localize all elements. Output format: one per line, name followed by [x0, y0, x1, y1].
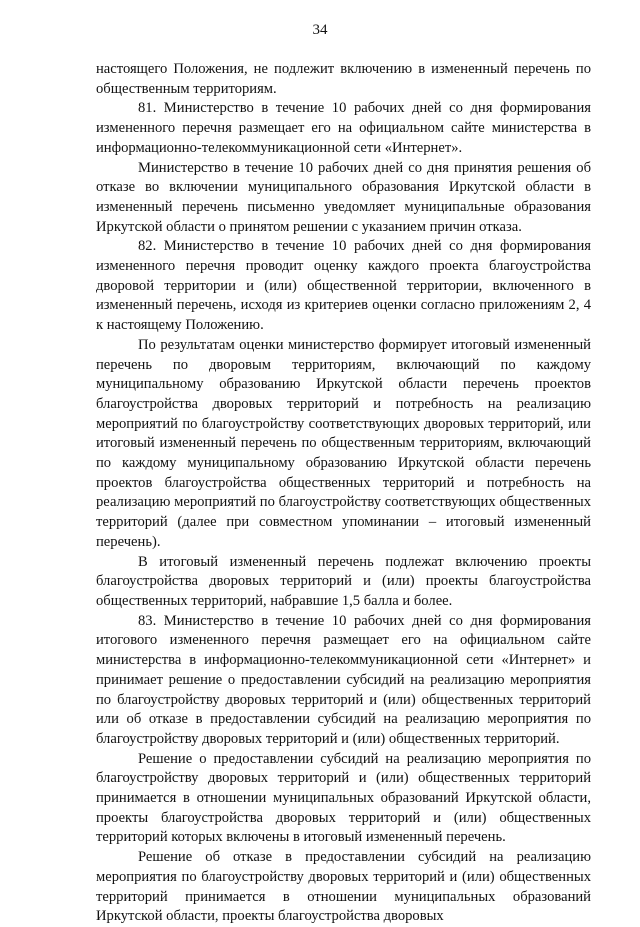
- paragraph-inclusion-threshold: В итоговый измененный перечень подлежат включению проекты благоустройства дворовых территорий и (или) проекты благоустройства общественных территорий, набравшие 1,5 балла и более.: [96, 553, 591, 609]
- paragraph-82: 82. Министерство в течение 10 рабочих дней со дня формирования измененного перечня проводит оценку каждого проекта благоустройства дворовой территории и (или) общественной территории, включенного в измененный перечень, исходя из критериев оценки согласно приложениям 2, 4 к настоящему Положению.: [96, 238, 591, 334]
- paragraph-81: 81. Министерство в течение 10 рабочих дней со дня формирования измененного перечня размещает его на официальном сайте министерства в информационно-телекоммуникационной сети «Интернет».: [96, 100, 591, 156]
- paragraph-refusal-decision: Решение об отказе в предоставлении субсидий на реализацию мероприятия по благоустройству дворовых территорий и (или) общественных территорий принимается в отношении муниципальных образований Иркутской области, проекты благоустройства дворовых: [96, 849, 591, 925]
- paragraph-refusal-notice: Министерство в течение 10 рабочих дней со дня принятия решения об отказе во включении муниципального образования Иркутской области в измененный перечень письменно уведомляет муниципальные образования Иркутской области о принятом решении с указанием причин отказа.: [96, 159, 591, 235]
- paragraph-continuation: настоящего Положения, не подлежит включению в измененный перечень по общественным территориям.: [96, 61, 591, 97]
- paragraph-83: 83. Министерство в течение 10 рабочих дней со дня формирования итогового измененного перечня размещает его на официальном сайте министерства в информационно-телекоммуникационной сети «Интернет» и принимает решение о предоставлении субсидий на реализацию мероприятия по благоустройству дворовых территорий и (или) общественных территорий или об отказе в предоставлении субсидий на реализацию мероприятия по благоустройству дворовых территорий и (или) общественных территорий.: [96, 612, 591, 747]
- document-body: [96, 60, 591, 927]
- page-number: 34: [312, 22, 328, 38]
- paragraph-subsidy-decision: Решение о предоставлении субсидий на реализацию мероприятия по благоустройству дворовых территорий и (или) общественных территорий принимается в отношении муниципальных образований Иркутской области, проекты благоустройства дворовых территорий и (или) общественных территорий которых включены в итоговый измененный перечень.: [96, 750, 591, 846]
- paragraph-evaluation-results: По результатам оценки министерство формирует итоговый измененный перечень по дворовым территориям, включающий по каждому муниципальному образованию Иркутской области перечень проектов благоустройства дворовых территорий и потребность на реализацию мероприятий по благоустройству соответствующих дворовых территорий, или итоговый измененный перечень по общественным территориям, включающий по каждому муниципальному образованию Иркутской области перечень проектов благоустройства общественных территорий и потребность на реализацию мероприятий по благоустройству соответствующих общественных территорий (далее при совместном упоминании – итоговый измененный перечень).: [96, 336, 591, 550]
